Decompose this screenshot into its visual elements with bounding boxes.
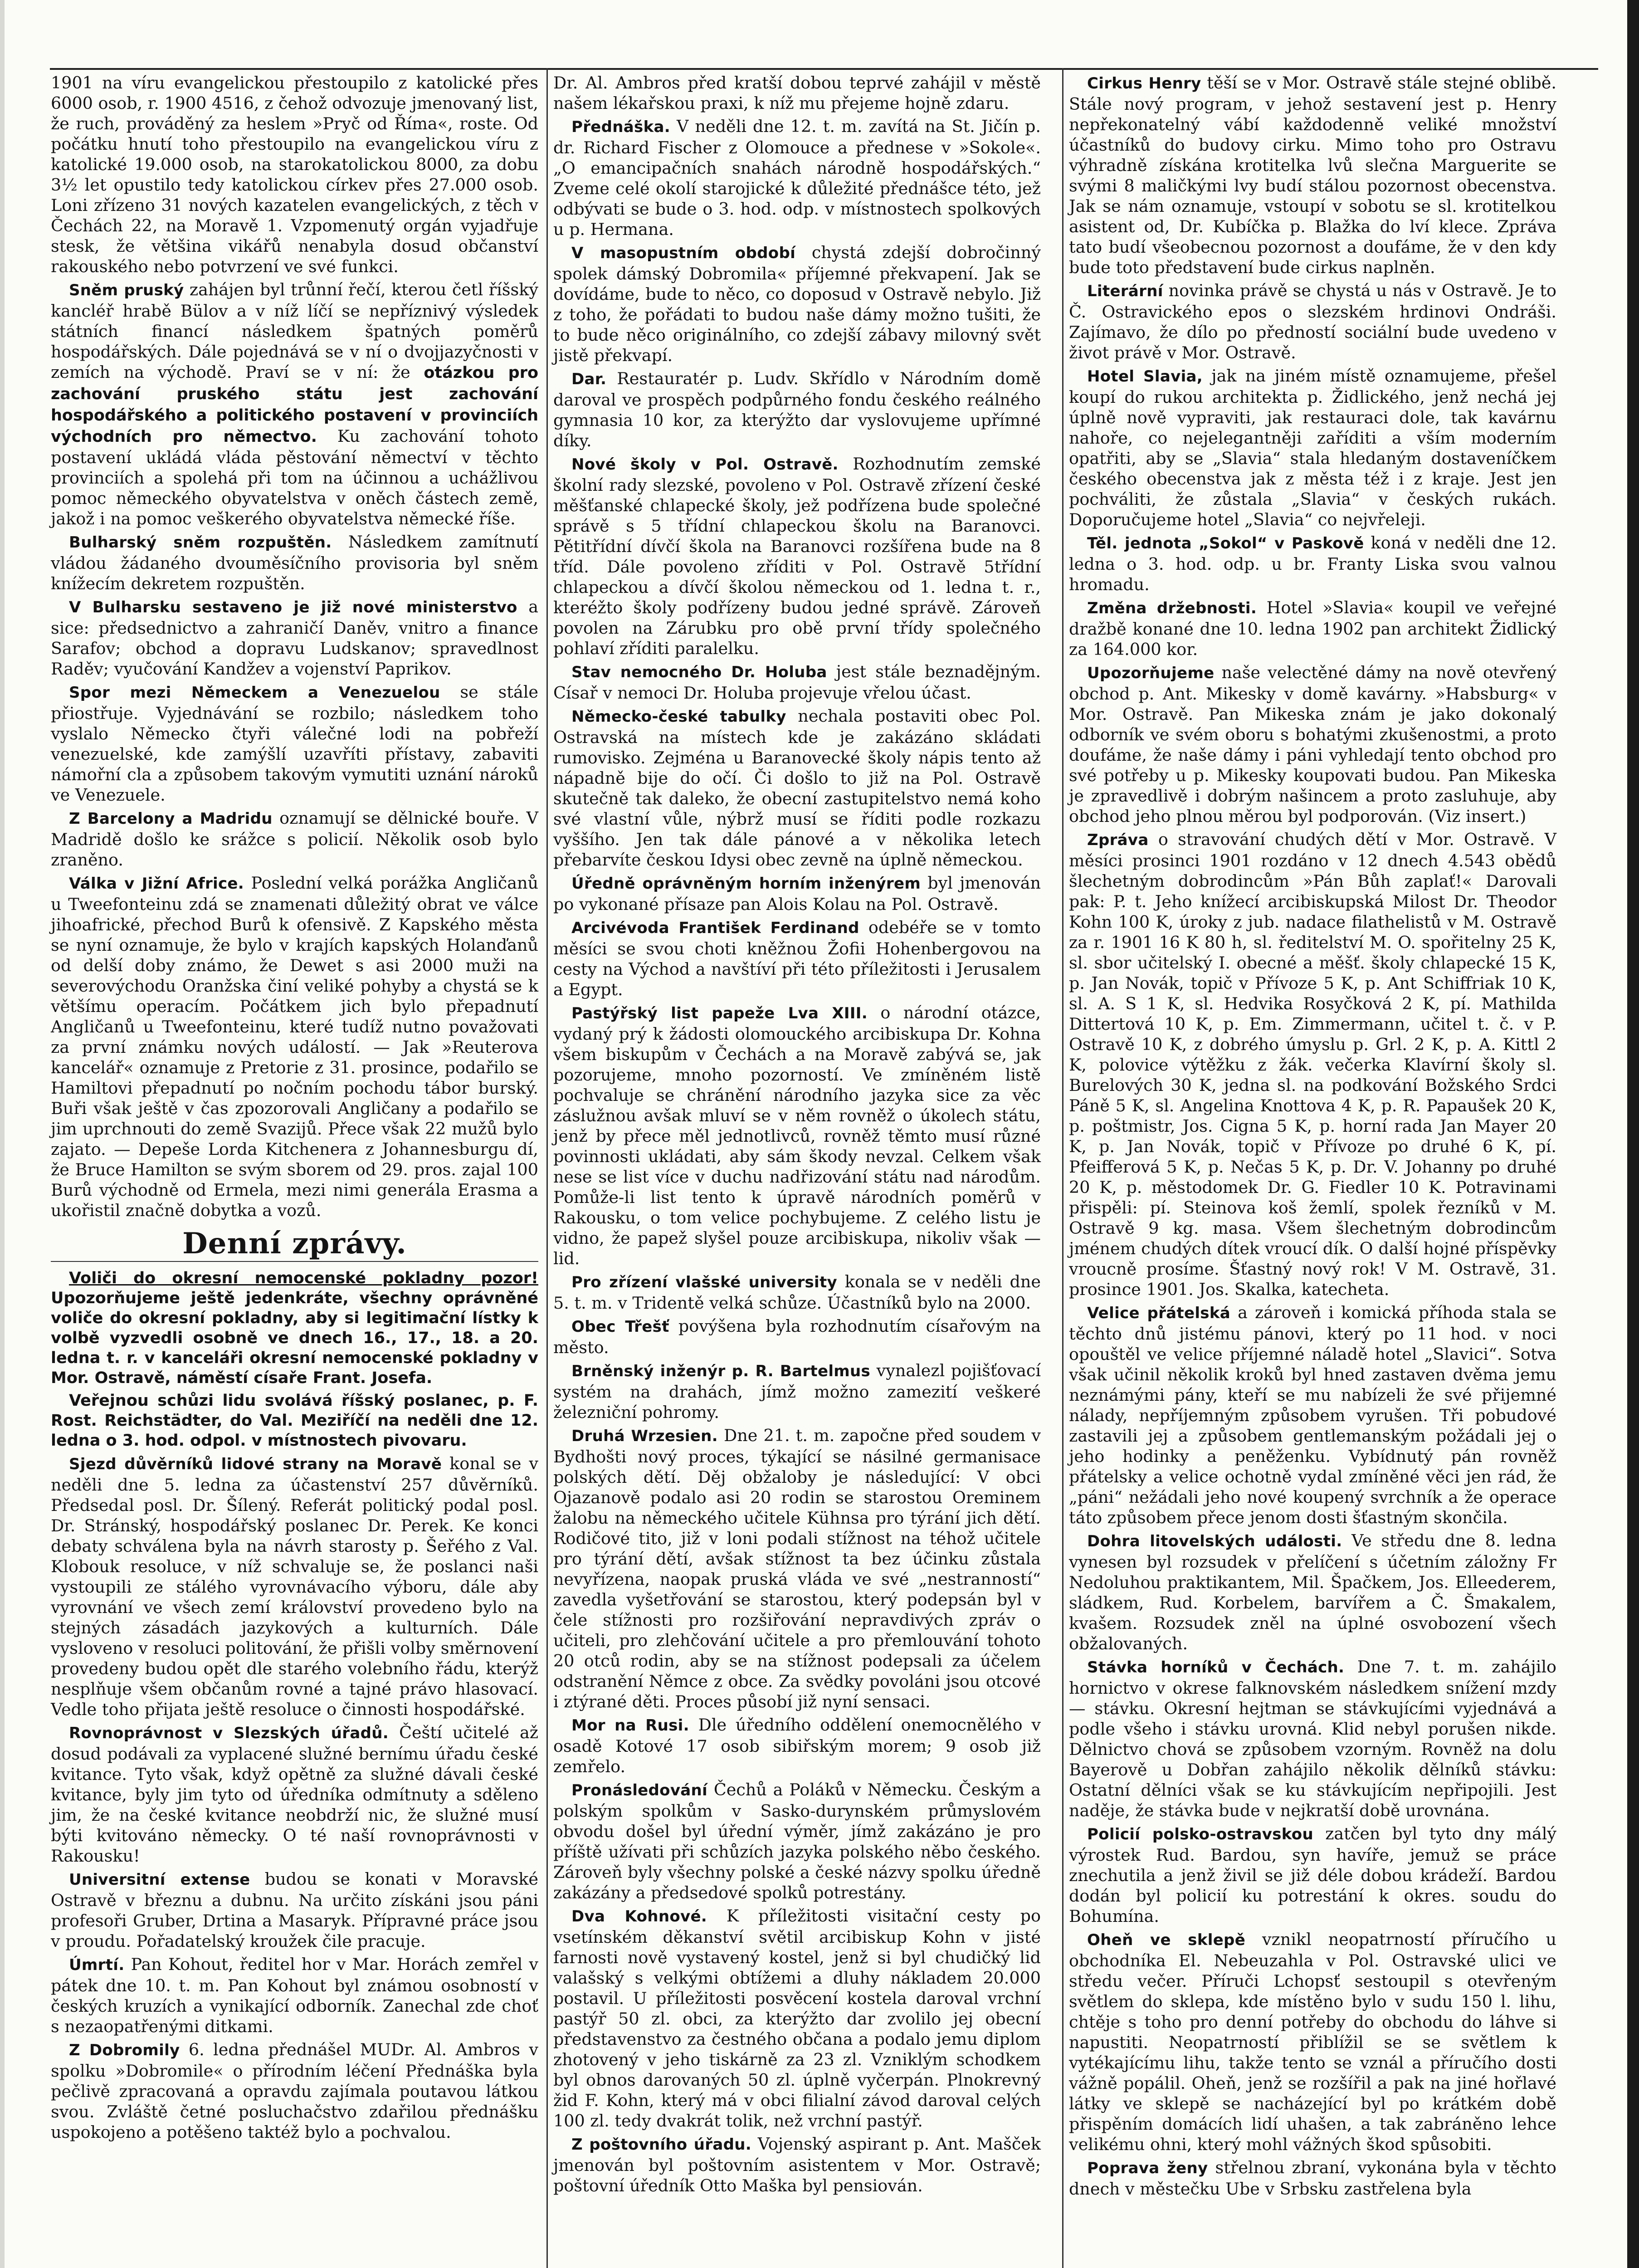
article-paragraph: 1901 na víru evangelickou přestoupilo z katolické přes 6000 osob, r. 1900 4516, z čehož odvozuje jmenovaný list, že ruch, prováděný za heslem »Pryč od Říma«, roste. Od počátku hnutí toho přestoupilo na evangelickou víru z katolické 19.000 osob, na starokatolickou 8000, za dobu 3½ let opustilo tedy katolickou církev přes 27.000 osob. Loni zřízeno 31 nových kazatelen evangelických, z těch v Čechách 22, na Moravě 1. Vzpomenutý orgán vyjadřuje stesk, že většina vikářů nenabyla dosud občanství rakouského nebo potvrzení ve své funkci. xyxy=(51,73,538,276)
article-paragraph: Sněm pruský zahájen byl trůnní řečí, kterou četl říšský kancléř hrabě Bülov a v níž líčí se nepříznivý výsledek státních financí následkem špatných poměrů hospodářských. Dále pojednává se v ní o dvojjazyčnosti v zemích na východě. Praví se v ní: že otázkou pro zachování pruského státu jest zachování hospodářského a politického postavení v provinciích východních pro němectvo. Ku zachování tohoto postavení ukládá vláda pěstování němectví v těchto provinciích a spolehá při tom na účinnou a uchážlivou pomoc německého obyvatelstva v oněch částech země, jakož i na pomoc veškerého obyvatelstva německé říše. xyxy=(51,280,539,528)
article-heading: Zpráva xyxy=(1087,831,1149,849)
column-divider-2 xyxy=(1062,68,1063,2268)
article-heading: Pastýřský list papeže Lva XIII. xyxy=(571,1004,868,1022)
article-heading: Upozorňujeme xyxy=(1087,664,1215,682)
scan-edge-right xyxy=(1627,0,1639,2268)
article-heading: Spor mezi Německem a Venezuelou xyxy=(69,684,440,702)
article-heading: Úmrtí. xyxy=(69,1956,125,1974)
article-paragraph: Těl. jednota „Sokol“ v Paskově koná v neděli dne 12. ledna o 3. hod. odp. u br. Franty Liska svou valnou hromadu. xyxy=(1069,533,1557,594)
article-heading: Velice přátelská xyxy=(1087,1304,1230,1322)
article-paragraph: Dar. Restauratér p. Ludv. Skřídlo v Národním domě daroval ve prospěch podpůrného fondu českého reálného gymnasia 10 kor, za kterýžto dar vyslovujeme upřímné díky. xyxy=(553,369,1041,450)
article-paragraph: Universitní extense budou se konati v Moravské Ostravě v březnu a dubnu. Na určito získáni jsou páni profesoři Gruber, Drtina a Masaryk. Přípravné práce jsou v proudu. Pořadatelský kroužek čile pracuje. xyxy=(51,1869,538,1951)
article-paragraph: Mor na Rusi. Dle úředního oddělení onemocnělého v osadě Kotové 17 osob sibiřským morem; 9 osob již zemřelo. xyxy=(553,1715,1041,1776)
article-paragraph: V Bulharsku sestaveno je již nové ministerstvo a sice: předsednictvo a zahraničí Daněv, vnitro a finance Sarafov; obchod a dopravu Ludskanov; spravedlnost Raděv; vyučování Kandžev a vojenství Paprikov. xyxy=(51,597,538,679)
article-heading: Dar. xyxy=(571,370,607,388)
article-heading: Obec Třešť xyxy=(571,1318,669,1336)
article-heading: Rovnoprávnost v Slezských úřadů. xyxy=(69,1724,389,1742)
article-paragraph: Změna držebnosti. Hotel »Slavia« koupil ve veřejné dražbě konané dne 10. ledna 1902 pan architekt Židlický za 164.000 kor. xyxy=(1069,598,1556,659)
article-heading: V Bulharsku sestaveno je již nové ministerstvo xyxy=(69,598,517,616)
article-paragraph: Válka v Jižní Africe. Poslední velká porážka Angličanů u Tweefonteinu zdá se znamenati důležitý obrat ve válce jihoafrické, přechod Burů k ofensivě. Z Kapského města se nyní oznamuje, že bylo v krajích kapských Holanďanů od delší doby známo, že Dewet s asi 2000 muži na severovýchodu Oranžska činí veliké pohyby a chystá se k většímu operacím. Počátkem jich bylo přepadnutí Angličanů u Tweefonteinu, které tudíž nutno považovati za první známku nových událostí. — Jak »Reuterova kancelář« oznamuje z Pretorie z 31. prosince, podařilo se Hamiltovi přepadnutí po nočním pochodu tábor burský. Buři však ještě v čas zpozorovali Angličany a podařilo se jim uprchnouti do země Svazijů. Přece však 22 mužů bylo zajato. — Depeše Lorda Kitchenera z Johannesburgu dí, že Bruce Hamilton se svým sborem od 29. pros. zajal 100 Burů východně od Ermela, mezi nimi generála Erasma a ukořistil značně dobytka a vozů. xyxy=(51,873,538,1220)
notice-public-meeting: Veřejnou schůzi lidu svolává říšský poslanec, p. F. Rost. Reichstädter, do Val. Meziříčí na neděli dne 12. ledna o 3. hod. odpol. v místnostech pivovaru. xyxy=(51,1392,538,1450)
article-paragraph: Brněnský inženýr p. R. Bartelmus vynalezl pojišťovací systém na drahách, jímž možno zamezití veškeré železniční pohromy. xyxy=(553,1361,1041,1422)
article-heading: Universitní extense xyxy=(69,1871,250,1889)
article-paragraph: Arcivévoda František Ferdinand odebéře se v tomto měsíci se svou choti kněžnou Žofii Hohenbergovou na cesty na Východ a navštíví při této příležitosti i Jerusalem a Egypt. xyxy=(553,918,1041,999)
article-paragraph: Úmrtí. Pan Kohout, ředitel hor v Mar. Horách zemřel v pátek dne 10. t. m. Pan Kohout byl známou osobností v českých kruzích a vynikající odborník. Zanechal zde choť s nezaopatřenými ditkami. xyxy=(51,1955,538,2036)
article-heading: Přednáška. xyxy=(571,118,670,136)
article-heading: Oheň ve sklepě xyxy=(1087,1931,1246,1949)
article-heading: Policií polsko-ostravskou xyxy=(1087,1825,1313,1843)
article-heading: V masopustním období xyxy=(571,244,796,262)
article-heading: Z poštovního úřadu. xyxy=(571,2136,751,2154)
scan-edge-left xyxy=(0,0,5,2268)
article-heading: Německo-české tabulky xyxy=(571,708,786,726)
article-heading: Válka v Jižní Africe. xyxy=(69,875,244,893)
article-heading: Sněm pruský xyxy=(69,281,184,299)
article-heading: Pro zřízení vlašské university xyxy=(571,1273,838,1291)
article-heading: Změna držebnosti. xyxy=(1087,599,1257,617)
article-heading: Mor na Rusi. xyxy=(571,1716,689,1735)
article-paragraph: Obec Třešť povýšena byla rozhodnutím císařovým na město. xyxy=(553,1316,1041,1357)
article-heading: Hotel Slavia, xyxy=(1087,367,1203,386)
article-heading: Z Dobromily xyxy=(69,2041,180,2059)
article-heading: Nové školy v Pol. Ostravě. xyxy=(571,455,839,474)
column-1 xyxy=(51,73,538,2145)
article-paragraph: Velice přátelská a zároveň i komická příhoda stala se těchto dnů jistému pánovi, který po 11 hod. v noci opouštěl ve velice příjemné náladě hotel „Slavici“. Sotva však učinil několik kroků byl hned zastaven dvěma jemu neznámými pány, kteří se mu nabízeli že své přijemné nálady, nepříjemným způsobem vyrušen. Tři pobudové zastavili jej a způsobem gentlemanským požádali jej o jeho hodinky a peněženku. Vybídnutý pán rovněž přátelsky a velice ochotně vydal zmíněné věci jen rád, že „páni“ nežádali jeho nové koupený svrchník a že operace táto způsobem přece jenom dosti šťastným skončila. xyxy=(1069,1303,1556,1527)
article-heading: Cirkus Henry xyxy=(1087,74,1201,93)
top-rule xyxy=(50,68,1598,70)
article-paragraph: Cirkus Henry těší se v Mor. Ostravě stále stejné oblibě. Stále nový program, v jehož sestavení jest p. Henry nepřekonatelný vábí každodenně veliké množství účastníků do budovy cirku. Mimo toho pro Ostravu výhradně získána krotitelka lvů slečna Marguerite se svými 8 maličkými lvy budí stálou pozornost obecenstva. Jak se nám oznamuje, vstoupí v sobotu se sl. krotitelkou asistent od, Dr. Kubíčka p. Blažka do lví klece. Zpráva tato budí všeobecnou pozornost a doufáme, že v den kdy bude toto představení bude cirkus naplněn. xyxy=(1069,73,1557,277)
article-paragraph: Nové školy v Pol. Ostravě. Rozhodnutím zemské školní rady slezské, povoleno v Pol. Ostravě zřízení české měšťanské chlapecké školy, jež podřízena bude společné správě s 5 třídní chlapeckou školu na Baranovci. Pětitřídní dívčí škola na Baranovci rozšířena bude na 8 tříd. Dále povoleno zříditi v Pol. Ostravě 5třídní chlapeckou a dívčí školou německou od 1. ledna t. r., kteréžto školy podřízeny budou jedné správě. Zároveň povolen na Zárubku pro obě první třídy společného pohlaví zříditi paralelku. xyxy=(553,454,1041,658)
article-heading: Arcivévoda František Ferdinand xyxy=(571,919,859,937)
article-paragraph: Poprava ženy střelnou zbraní, vykonána byla v těchto dnech v městečku Ube v Srbsku zastřelena byla xyxy=(1069,2158,1556,2199)
article-heading: Z Barcelony a Madridu xyxy=(69,810,273,828)
article-heading: Stávka horníků v Čechách. xyxy=(1087,1658,1345,1677)
article-paragraph: Druhá Wrzesien. Dne 21. t. m. započne před soudem v Bydhošti nový proces, týkající se násilné germanisace polských dětí. Děj obžaloby je následující: V obci Ojazanově podalo asi 20 rodin se starostou Oreminem žalobu na německého učitele Kühnsa pro týrání jich dětí. Rodičové tito, již v loni podali stížnost na téhož učitele pro týrání dětí, avšak stížnost ta bez účinku zůstala nevyřízena, naopak pruská vláda ve své „nestranností“ zavedla vyšetřování se starostou, který podepsán byl v čele stížnosti pro rozšiřování nepravdivých zpráv o učiteli, pro zlehčování učitele a pro přemlouvání tohoto 20 otců rodin, aby se na stížnost podepsali za účelem odstranění Němce z obce. Za svědky povoláni jsou otcové i ztýrané děti. Proces působí již nyní sensaci. xyxy=(553,1426,1041,1711)
article-heading: Druhá Wrzesien. xyxy=(571,1427,718,1445)
article-heading: Sjezd důvěrníků lidové strany na Moravě xyxy=(69,1455,442,1473)
article-paragraph: Bulharský sněm rozpuštěn. Následkem zamítnutí vládou žádaného dvouměsíčního provisoria byl sněm knížecím dekretem rozpuštěn. xyxy=(51,532,538,593)
article-heading: Dva Kohnové. xyxy=(571,1907,707,1926)
article-paragraph: Přednáška. V neděli dne 12. t. m. zavítá na St. Jičín p. dr. Richard Fischer z Olomouce a přednese v »Sokole«. „O emancipačních snahách národně hospodářských.“ Zveme celé okolí starojické k důležité přednášce této, jež odbývati se bude o 3. hod. odp. v místnostech spolkových u p. Hermana. xyxy=(553,117,1041,239)
article-heading: Těl. jednota „Sokol“ v Paskově xyxy=(1087,534,1364,552)
article-paragraph: Německo-české tabulky nechala postaviti obec Pol. Ostravská na místech kde je zakázáno skládati rumovisko. Zejména u Baranovecké školy nápis tento až nápadně bije do očí. Či došlo to již na Pol. Ostravě skutečně tak daleko, že obecní zastupitelstvo nemá koho své vlastní vůle, nýbrž musí se říditi podle rozkazu vyššího. Jen tak dále pánové a v několika letech přebarvíte českou Idysi obec zevně na úplně německou. xyxy=(553,706,1041,870)
article-paragraph: Zpráva o stravování chudých dětí v Mor. Ostravě. V měsíci prosinci 1901 rozdáno v 12 dnech 4.543 obědů šlechetným dobrodincům »Pán Bůh zaplať!« Darovali pak: P. t. Jeho knížecí arcibiskupská Milost Dr. Theodor Kohn 100 K, úroky z jub. nadace filathelistů v M. Ostravě za r. 1901 16 K 80 h, sl. ředitelství M. O. spořitelny 25 K, sl. sbor učitelský I. obecné a měšť. školy chlapecké 15 K, p. Jan Novák, topič v Přívoze 5 K, p. Ant Schiffriak 10 K, sl. A. S 1 K, sl. Hedvika Rosyčková 2 K, pí. Mathilda Dittertová 10 K, p. Em. Zimmermann, učitel t. č. v P. Ostravě 10 K, z dobrého úmyslu p. Grl. 2 K, p. A. Kittl 2 K, polovice výtěžku z žák. večerka Klavírní školy sl. Burelových 30 K, jedna sl. na podkování Božského Srdci Páně 5 K, sl. Angelina Knottova 4 K, p. R. Papaušek 20 K, p. poštmistr, Jos. Cigna 5 K, p. horní rada Jan Mayer 20 K, p. Jan Novák, topič v Přívoze po druhé 6 K, pí. Pfeifferová 5 K, p. Nečas 5 K, p. Dr. V. Johanny po druhé 20 K, p. městodomek Dr. G. Fiedler 10 K. Potravinami přispěli: pí. Steinova koš žemlí, spolek řezníků v M. Ostravě 9 kg. masa. Všem šlechetným dobrodincům jménem chudých dítek vroucí dík. O další hojné příspěvky vroucně prosíme. Šťastný nový rok! V M. Ostravě, 31. prosince 1901. Jos. Skalka, katecheta. xyxy=(1069,830,1556,1299)
article-heading: Pronásledování xyxy=(571,1781,708,1799)
article-paragraph: V masopustním období chystá zdejší dobročinný spolek dámský Dobromila« příjemné překvapení. Jak se dovídáme, bude to něco, co doposud v Ostravě nebylo. Již z toho, že pořádati to budou naše dámy možno tušiti, že to bude něco originálního, co zdejší zábavy milovný svět jistě překvapí. xyxy=(553,243,1041,365)
article-paragraph: Stávka horníků v Čechách. Dne 7. t. m. zahájilo hornictvo v okrese falknovském následkem snížení mzdy — stávku. Okresní hejtman se stávkujícími vyjednává a podle všeho i stávku urovná. Klid nebyl porušen nikde. Dělnictvo chová se způsobem vzorným. Rovněž na dolu Bayerově u Dobřan zahájilo několik dělníků stávku: Ostatní dělníci však se ku stávkujícím nepřipojili. Jest naděje, že stávka bude v nejkratší době urovnána. xyxy=(1069,1657,1557,1820)
notice-voters: Voliči do okresní nemocenské pokladny pozor! Upozorňujeme ještě jedenkráte, všechny oprávněné voliče do okresní pokladny, aby si legitimační lístky k volbě vyzvedli osobně ve dnech 16., 17., 18. a 20. ledna t. r. v kanceláři okresní nemocenské pokladny v Mor. Ostravě, náměstí císaře Frant. Josefa. xyxy=(51,1269,538,1387)
article-heading: Literární xyxy=(1087,282,1163,300)
article-heading: Poprava ženy xyxy=(1087,2159,1208,2177)
article-paragraph: Z poštovního úřadu. Vojenský aspirant p. Ant. Mašček jmenován byl poštovním asistentem v Mor. Ostravě; poštovní úředník Otto Maška byl pensiován. xyxy=(553,2134,1041,2195)
article-paragraph: Pastýřský list papeže Lva XIII. o národní otázce, vydaný prý k žádosti olomouckého arcibiskupa Dr. Kohna všem biskupům v Čechách a na Moravě zabývá se, jak pozorujeme, mnoho pozorností. Ve zmíněném listě pochvaluje se chránění národního jazyka sice za věc záslužnou avšak mluví se v něm rovněž o úkolech státu, jenž by přece měl jednotlivců, rovněž těmto musí různé povinnosti ukládati, aby sám škody nevzal. Celkem však nese se list více v duchu nadřizování státu nad národům. Pomůže-li list tento k úpravě národních poměrů v Rakousku, o tom velice pochybujeme. Z celého listu je vidno, že papež slyšel pouze arcibiskupa, nikoliv však — lid. xyxy=(553,1003,1041,1268)
article-paragraph: Dva Kohnové. K příležitosti visitační cesty po vsetínském děkanství světil arcibiskup Kohn v jisté farnosti nově vystavený kostel, jenž si byl chudičký lid valašský s velkými obtížemi a dluhy nákladem 20.000 postavil. U příležitosti posvěcení kostela daroval vrchní pastýř 50 zl. obci, za kterýžto dar zvolilo jej obecní představenstvo za čestného občana a podalo jemu diplom zhotovený v jeho tiskárně za 23 zl. Vzniklým schodkem byl obnos darovaných 50 zl. úplně vyčerpán. Plnokrevný žid F. Kohn, který má v obci filialní závod daroval celých 100 zl. tedy dvakrát tolik, než vrchní pastýř. xyxy=(553,1906,1041,2131)
column-divider-1 xyxy=(546,68,548,2268)
column-3 xyxy=(1069,73,1556,2202)
column-2 xyxy=(553,73,1041,2199)
article-paragraph: Policií polsko-ostravskou zatčen byl tyto dny málý výrostek Rud. Bardou, syn havíře, jemuž se práce znechutila a jenž živil se již déle dobou krádeží. Bardou dodán byl policií ku potrestání k okres. soudu do Bohumína. xyxy=(1069,1824,1556,1926)
article-heading: Bulharský sněm rozpuštěn. xyxy=(69,533,332,552)
article-paragraph: Z Barcelony a Madridu oznamují se dělnické bouře. V Madridě došlo ke srážce s policií. Několik osob bylo zraněno. xyxy=(51,808,538,870)
article-paragraph: Stav nemocného Dr. Holuba jest stále beznadějným. Císař v nemoci Dr. Holuba projevuje vřelou účast. xyxy=(553,662,1041,703)
article-paragraph: Literární novinka právě se chystá u nás v Ostravě. Je to Č. Ostravického epos o slezském hrdinovi Ondráši. Zajímavo, že dílo po předností sociální bude uvedeno v život právě v Mor. Ostravě. xyxy=(1069,281,1556,362)
article-paragraph: Pro zřízení vlašské university konala se v neděli dne 5. t. m. v Tridentě velká schůze. Účastníků bylo na 2000. xyxy=(553,1272,1041,1313)
article-heading: Stav nemocného Dr. Holuba xyxy=(571,663,827,681)
article-paragraph: Oheň ve sklepě vznikl neopatrností příručího u obchodníka El. Nebeuzahla v Pol. Ostravské ulici ve středu večer. Příruči Lchopsť sestoupil s otevřeným světlem do sklepa, kde místěno bylo v sudu 150 l. lihu, chtěje s toho pro denní potřeby do obchodu do láhve si napustiti. Neopatrností přiblížil se se světlem k vytékajícímu lihu, takže tento se vznál a příručího dosti vážně popálil. Oheň, jenž se rozšířil a pak na jiné hořlavé látky ve sklepě se nacházející byl po krátkém době přispěním domácích lidí uhašen, a tak zabráněno lehce velikému ohni, který mohl vážných škod spůsobiti. xyxy=(1069,1930,1556,2154)
article-paragraph: Pronásledování Čechů a Poláků v Německu. Českým a polským spolkům v Sasko-durynském průmyslovém obvodu došel byl úřední výměr, jímž zakázáno je pro příště užívati při schůzích jazyka polského něbo českého. Zároveň byly všechny polské a české názvy spolku úředně zakázány a předsedové spolků potrestány. xyxy=(553,1780,1041,1902)
article-paragraph: Spor mezi Německem a Venezuelou se stále přiostřuje. Vyjednávání se rozbilo; následkem toho vyslalo Německo čtyři válečné lodi na pobřeží venezuelské, kde zamýšlí uzavříti přístavy, zabaviti námořní cla a způsobem takovým vymutiti uznání nároků ve Venezuele. xyxy=(51,682,538,805)
article-paragraph: Úředně oprávněným horním inženýrem byl jmenován po vykonané přísaze pan Alois Kolau na Pol. Ostravě. xyxy=(553,873,1041,914)
article-paragraph: Dohra litovelských události. Ve středu dne 8. ledna vynesen byl rozsudek v přelíčení s účetním záložny Fr Nedoluhou praktikantem, Mil. Špačkem, Jos. Elleederem, sládkem, Rud. Korbelem, barvířem a Č. Šmakalem, kvašem. Rozsudek zněl na úplné osvobození všech obžalovaných. xyxy=(1069,1531,1556,1653)
article-paragraph: Rovnoprávnost v Slezských úřadů. Čeští učitelé až dosud podávali za vyplacené služné bernímu úřadu české kvitance. Tyto však, když opětně za služné dávali české kvitance, byly jim tyto od úředníka odmítnuty a sděleno jim, že na české kvitance neobdrží nic, že služné musí býti kvitováno německy. O té naší rovnoprávnosti v Rakousku! xyxy=(51,1723,538,1866)
article-paragraph: Hotel Slavia, jak na jiném místě oznamujeme, přešel koupí do rukou architekta p. Židlického, jenž nechá jej úplně nově vypraviti, jak restauraci dole, tak kavárnu nahoře, co nejelegantněji zaříditi a vším moderním opatřiti, aby se „Slavia“ stala hledaným dostaveníčkem českého obecenstva jak z města též i z kraje. Jest jen pochváliti, že zůstala „Slavia“ v českých rukách. Doporučujeme hotel „Slavia“ co nejvřeleji. xyxy=(1069,366,1556,529)
section-rule xyxy=(51,1261,538,1262)
article-heading: Úředně oprávněným horním inženýrem xyxy=(571,875,921,893)
article-heading: Dohra litovelských události. xyxy=(1087,1532,1342,1550)
article-paragraph: Sjezd důvěrníků lidové strany na Moravě konal se v neděli dne 5. ledna za účastenství 257 důvěrníků. Předsedal posl. Dr. Šílený. Referát politický podal posl. Dr. Stránský, hospodářský poslanec Dr. Perek. Ke konci debaty schválena byla na návrh starosty p. Šeřého z Val. Klobouk resoluce, v níž schvaluje se, že poslanci naši vystoupili ze stálého vyrovnávacího výboru, dále aby vyrovnání ve všech zemí království provedeno bylo na stejných zásadách jazykových a kulturních. Dále vysloveno v resoluci politování, že přišli volby směrnovení provedeny budou opět dle starého volebního řádu, kterýž nesplňuje všem občanům rovné a tajné právo hlasovací. Vedle toho přijata ještě resoluce o činnosti hospodářské. xyxy=(51,1454,538,1719)
article-paragraph: Dr. Al. Ambros před kratší dobou teprvé zahájil v městě našem lékařskou praxi, k níž mu přejeme hojně zdaru. xyxy=(553,73,1041,113)
section-title: Denní zprávy. xyxy=(182,1227,407,1261)
article-paragraph: Z Dobromily 6. ledna přednášel MUDr. Al. Ambros v spolku »Dobromile« o přírodním léčení Přednáška byla pečlivě zpracovaná a opravdu zajímala poutavou látkou svou. Zvláště četné posluchačstvo zdařilou přednášku uspokojeno a potěšeno taktéž bylo a pochvalou. xyxy=(51,2040,538,2142)
article-paragraph: Upozorňujeme naše velectěné dámy na nově otevřený obchod p. Ant. Mikesky v domě kavárny. »Habsburg« v Mor. Ostravě. Pan Mikeska znám je jako dokonalý odborník ve svém oboru s bohatými zkušenostmi, a proto doufáme, že naše dámy i páni vyhledají tento obchod pro své potřeby u p. Mikesky koupovati budou. Pan Mikeska je zpravedlivě i dobrým našincem a proto zasluhuje, aby obchod jeho plnou měrou byl podporován. (Viz insert.) xyxy=(1069,663,1556,826)
article-heading: Brněnský inženýr p. R. Bartelmus xyxy=(571,1362,871,1380)
